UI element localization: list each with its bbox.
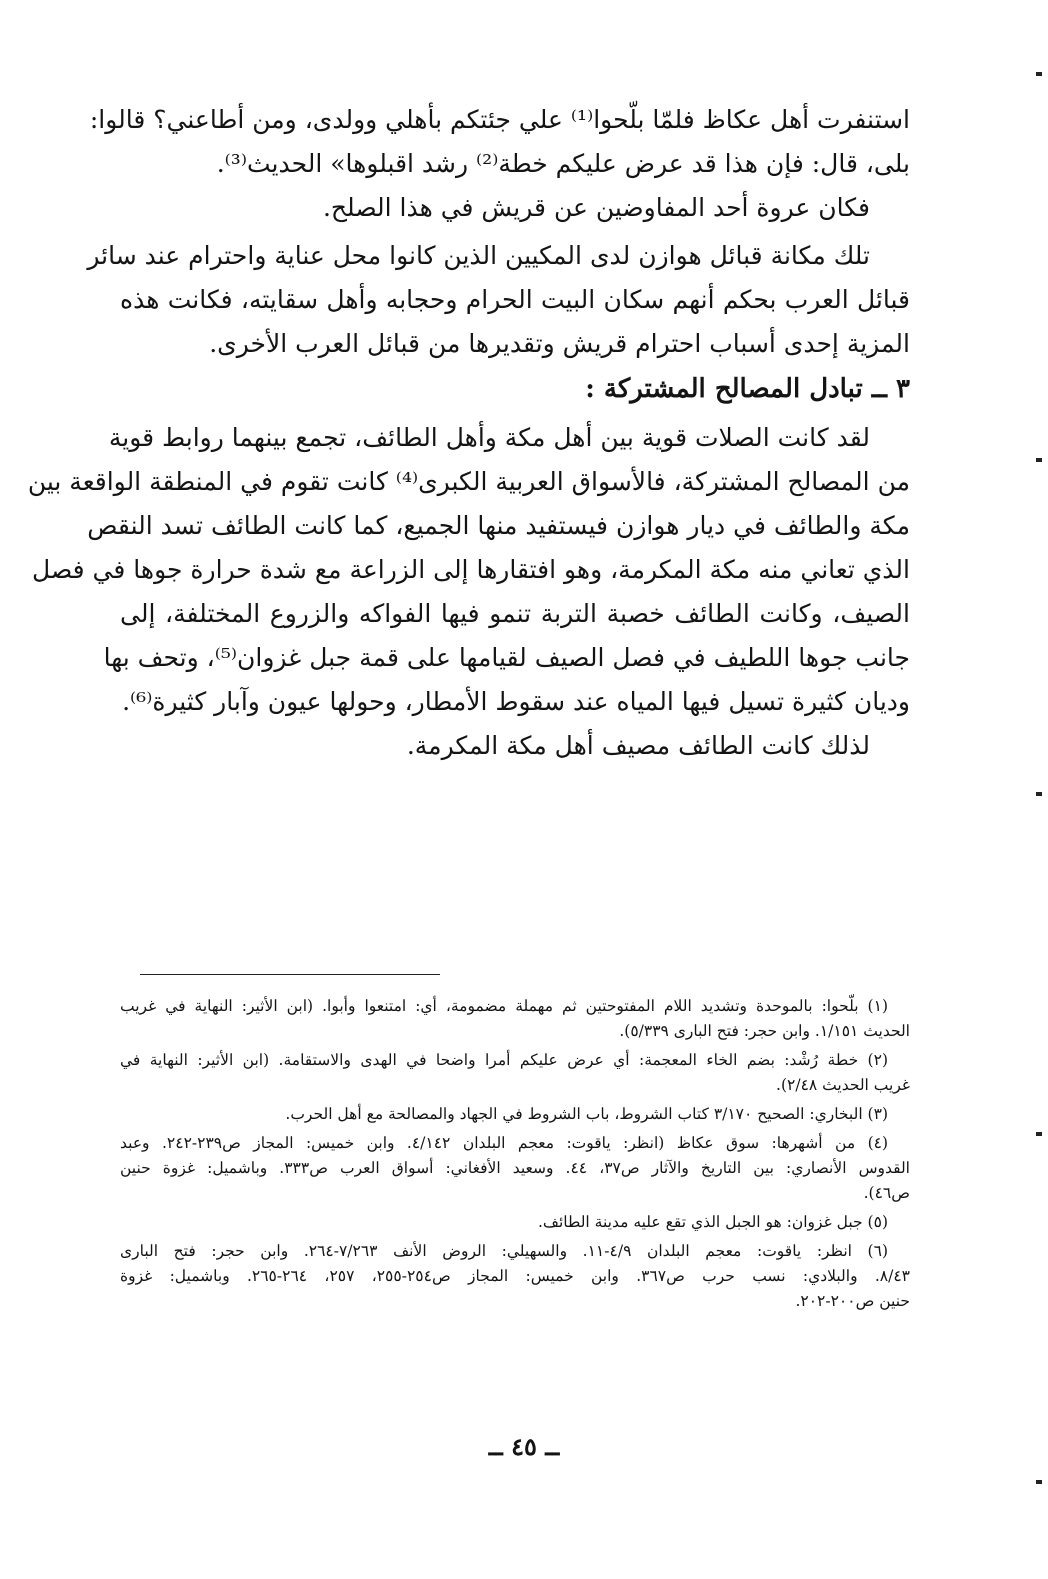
footnote-line: (٦) انظر: ياقوت: معجم البلدان ٤/٩-١١. والسهيلي: الروض الأنف ٧/٢٦٣-٢٦٤. وابن حجر: فتح البارى <box>120 1242 888 1260</box>
footnote-line: غريب الحديث ٢/٤٨). <box>776 1076 910 1094</box>
scan-margin-mark <box>1036 1480 1042 1484</box>
footnote-line: (١) بلّحوا: بالموحدة وتشديد اللام المفتوحتين ثم مهملة مضمومة، أي: امتنعوا وأبوا. (ابن الأثير: النهاية في غريب <box>120 997 888 1015</box>
text-line: من المصالح المشتركة، فالأسواق العربية الكبرى⁽⁴⁾ كانت تقوم في المنطقة الواقعة بين <box>27 467 910 496</box>
footnotes <box>120 994 910 1314</box>
text-line: لذلك كانت الطائف مصيف أهل مكة المكرمة. <box>406 731 870 760</box>
text-line: المزية إحدى أسباب احترام قريش وتقديرها من قبائل العرب الأخرى. <box>209 329 910 358</box>
scan-margin-mark <box>1036 458 1042 462</box>
footnote-line: (٥) جبل غزوان: هو الجبل الذي تقع عليه مدينة الطائف. <box>537 1213 888 1231</box>
text-line: قبائل العرب بحكم أنهم سكان البيت الحرام وحجابه وأهل سقايته، فكانت هذه <box>120 285 910 314</box>
footnote-line: ٨/٤٣. والبلادي: نسب حرب ص٣٦٧. وابن خميس: المجاز ص٢٥٤-٢٥٥، ٢٥٧، ٢٦٤-٢٦٥. وباشميل: غزوة <box>120 1267 910 1285</box>
text-line: مكة والطائف في ديار هوازن فيستفيد منها الجميع، كما كانت الطائف تسد النقص <box>87 511 910 540</box>
text-line: الذي تعاني منه مكة المكرمة، وهو افتقارها إلى الزراعة مع شدة حرارة جوها في فصل <box>32 555 910 584</box>
footnote-line: الحديث ١/١٥١. وابن حجر: فتح البارى ٥/٣٣٩). <box>619 1022 910 1040</box>
text-line: بلى، قال: فإن هذا قد عرض عليكم خطة⁽²⁾ رشد اقبلوها» الحديث⁽³⁾. <box>216 149 910 178</box>
text-line: جانب جوها اللطيف في فصل الصيف لقيامها على قمة جبل غزوان⁽⁵⁾، وتحف بها <box>103 643 910 672</box>
text-line: الصيف، وكانت الطائف خصبة التربة تنمو فيها الفواكه والزروع المختلفة، إلى <box>120 599 910 628</box>
main-text <box>27 98 910 768</box>
footnote-line: (٤) من أشهرها: سوق عكاظ (انظر: ياقوت: معجم البلدان ٤/١٤٢. وابن خميس: المجاز ص٢٣٩-٢٤٢. وعبد <box>120 1134 889 1152</box>
footnote-line: (٣) البخاري: الصحيح ٣/١٧٠ كتاب الشروط، باب الشروط في الجهاد والمصالحة مع أهل الحرب. <box>285 1105 888 1123</box>
scan-margin-mark <box>1036 1132 1042 1136</box>
text-line: استنفرت أهل عكاظ فلمّا بلّحوا⁽¹⁾ علي جئتكم بأهلي وولدى، ومن أطاعني؟ قالوا: <box>89 105 910 134</box>
text-line: وديان كثيرة تسيل فيها المياه عند سقوط الأمطار، وحولها عيون وآبار كثيرة⁽⁶⁾. <box>122 687 910 716</box>
footnote-separator <box>140 974 440 975</box>
footnote-line: حنين ص٢٠٠-٢٠٢. <box>795 1292 910 1310</box>
footnote-line: (٢) خطة رُشْد: بضم الخاء المعجمة: أي عرض عليكم أمرا واضحا في الهدى والاستقامة. (ابن الأثير: النهاية في <box>120 1051 888 1069</box>
scan-margin-mark <box>1036 72 1042 76</box>
section-heading: ٣ ــ تبادل المصالح المشتركة : <box>585 374 910 404</box>
text-line: فكان عروة أحد المفاوضين عن قريش في هذا الصلح. <box>322 193 870 222</box>
page-number: ــ ٤٥ ــ <box>488 1432 560 1461</box>
text-line: لقد كانت الصلات قوية بين أهل مكة وأهل الطائف، تجمع بينهما روابط قوية <box>108 423 870 452</box>
footnote-line: ص٤٦). <box>863 1184 910 1202</box>
text-line: تلك مكانة قبائل هوازن لدى المكيين الذين كانوا محل عناية واحترام عند سائر <box>87 241 870 270</box>
footnote-line: القدوس الأنصاري: بين التاريخ والآثار ص٣٧، ٤٤. وسعيد الأفغاني: أسواق العرب ص٣٣٣. وباشميل: غزوة حنين <box>120 1159 910 1177</box>
scan-margin-mark <box>1036 792 1042 796</box>
